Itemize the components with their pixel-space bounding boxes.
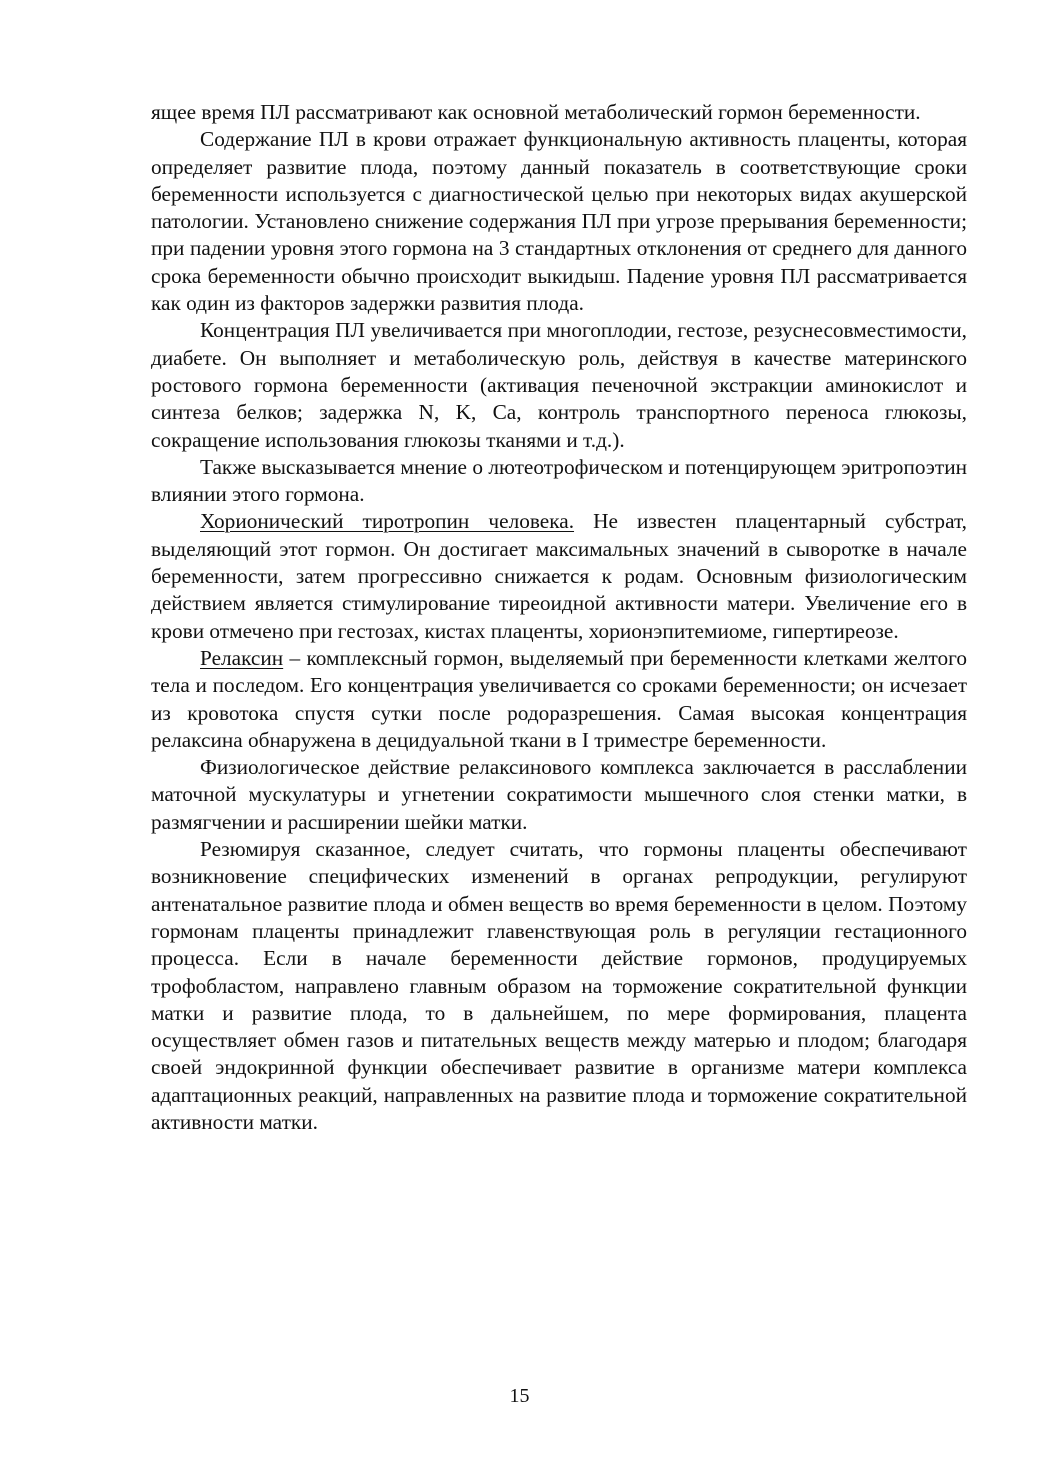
paragraph-luteotrophic xyxy=(151,454,967,509)
term-relaxin: Релаксин xyxy=(200,645,284,670)
paragraph-text: Содержание ПЛ в крови отражает функциональную активность плаценты, которая определяет развитие плода, поэтому данный показатель в соответствующие сроки беременности используется с диагностической целью при некоторых видах акушерской патологии. Установлено снижение содержания ПЛ при угрозе прерывания беременности; при падении уровня этого гормона на 3 стандартных отклонения от среднего для данного срока беременности обычно происходит выкидыш. Падение уровня ПЛ рассматривается как один из факторов задержки развития плода. xyxy=(151,127,967,316)
paragraph-continuation xyxy=(151,99,967,126)
paragraph-text: Также высказывается мнение о лютеотрофическом и потенцирующем эритропоэтин влиянии этого гормона. xyxy=(151,454,967,507)
paragraph-text: – комплексный гормон, выделяемый при беременности клетками желтого тела и последом. Его концентрация увеличивается со сроками беременности; он исчезает из кровотока спустя сутки после родоразрешения. Самая высокая концентрация релаксина обнаружена в децидуальной ткани в I триместре беременности. xyxy=(151,645,967,752)
paragraph-text: Концентрация ПЛ увеличивается при многоплодии, гестозе, резуснесовместимости, диабете. Он выполняет и метаболическую роль, действуя в качестве материнского ростового гормона беременности (активация печеночной экстракции аминокислот и синтеза белков; задержка N, K, Ca, контроль транспортного переноса глюкозы, сокращение использования глюкозы тканями и т.д.). xyxy=(151,318,967,452)
paragraph-text: Физиологическое действие релаксинового комплекса заключается в расслаблении маточной мускулатуры и угнетении сократимости мышечного слоя стенки матки, в размягчении и расширении шейки матки. xyxy=(151,755,967,834)
term-thyrotropin: Хорионический тиротропин человека. xyxy=(200,509,575,534)
paragraph-relaxin xyxy=(151,645,967,754)
paragraph-thyrotropin xyxy=(151,508,967,644)
paragraph-relaxin-action xyxy=(151,754,967,836)
paragraph-summary xyxy=(151,836,967,1136)
paragraph-text: Резюмируя сказанное, следует считать, что гормоны плаценты обеспечивают возникновение специфических изменений в органах репродукции, регулируют антенатальное развитие плода и обмен веществ во время беременности в целом. Поэтому гормонам плаценты принадлежит главенствующая роль в регуляции гестационного процесса. Если в начале беременности действие гормонов, продуцируемых трофобластом, направлено главным образом на торможение сократительной функции матки и развитие плода, то в дальнейшем, по мере формирования, плацента осуществляет обмен газов и питательных веществ между матерью и плодом; благодаря своей эндокринной функции обеспечивает развитие в организме матери комплекса адаптационных реакций, направленных на развитие плода и торможение сократительной активности матки. xyxy=(151,837,967,1134)
page-number: 15 xyxy=(509,1385,530,1407)
paragraph-text: ящее время ПЛ рассматривают как основной метаболический гормон беременности. xyxy=(151,100,921,124)
body-text xyxy=(151,99,967,1136)
paragraph-text: Не известен плацентарный субстрат, выделяющий этот гормон. Он достигает максимальных значений в сыворотке в начале беременности, затем прогрессивно снижается к родам. Основным физиологическим действием является стимулирование тиреоидной активности матери. Увеличение его в крови отмечено при гестозах, кистах плаценты, хорионэпитемиоме, гипертиреозе. xyxy=(151,509,967,643)
paragraph-pl-concentration xyxy=(151,317,967,453)
paragraph-pl-content xyxy=(151,126,967,317)
